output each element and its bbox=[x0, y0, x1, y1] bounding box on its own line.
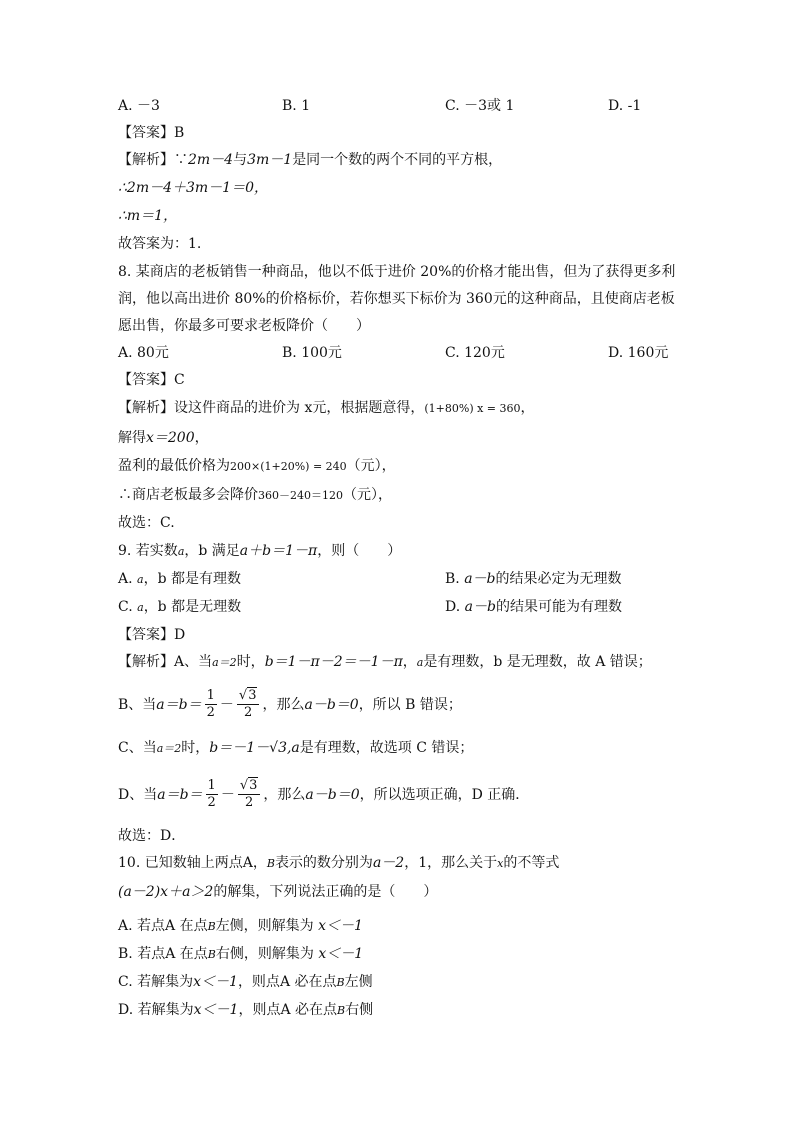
q8-analysis-line1-math: (1+80%) x = 360 bbox=[424, 402, 521, 415]
q8-analysis-line4 bbox=[118, 485, 392, 506]
option-text: 若点 bbox=[137, 946, 166, 962]
q9-analysis-c bbox=[118, 738, 473, 759]
q9-stem-math: a＋b＝1－π bbox=[239, 543, 318, 559]
q9-option-c-label: C. bbox=[118, 599, 133, 615]
radicand: 3 bbox=[249, 777, 258, 793]
fraction-numerator bbox=[238, 778, 261, 795]
fraction-numerator: 1 bbox=[207, 777, 216, 793]
q9-line-c-math2: b＝－1－√3,a bbox=[209, 740, 300, 756]
q9-line-b-text: ，那么 bbox=[262, 697, 305, 713]
q9-option-c-var: a bbox=[137, 601, 144, 614]
q9-stem-end: ，则（ ） bbox=[317, 543, 402, 559]
q9-option-a bbox=[118, 569, 241, 590]
option-text: 右侧，则解集为 bbox=[215, 946, 314, 962]
q10-stem-line1 bbox=[118, 853, 559, 874]
q9-answer: 【答案】D bbox=[118, 627, 186, 643]
option-label: D. bbox=[118, 1002, 134, 1018]
fraction-numerator: 1 bbox=[206, 687, 215, 703]
fraction-sqrt3-half bbox=[238, 778, 261, 811]
option-text: 右侧 bbox=[345, 1002, 374, 1018]
q10-stem-after: ，1，那么关于 bbox=[404, 855, 498, 871]
q9-line-d-text: ，那么 bbox=[263, 787, 306, 803]
fraction-denominator: 2 bbox=[244, 794, 254, 810]
option-label: A. bbox=[118, 918, 133, 934]
q7-analysis-prefix: 【解析】∵ bbox=[118, 152, 188, 168]
q7-analysis-suffix: 是同一个数的两个不同的平方根， bbox=[292, 152, 503, 168]
option-math: x＜－1 bbox=[318, 946, 364, 962]
option-text: ，则点 bbox=[237, 974, 280, 990]
q9-line-a-mid2: ， bbox=[402, 654, 417, 670]
sqrt-icon: √3 bbox=[239, 777, 258, 793]
q10-option-b bbox=[118, 944, 363, 965]
q10-stem-mid: 表示的数分别为 bbox=[274, 855, 373, 871]
q9-line-a-text: 是有理数，b 是无理数，故 A 错误； bbox=[423, 654, 652, 670]
option-text: 左侧 bbox=[344, 974, 373, 990]
q9-option-d-math: a－b bbox=[464, 599, 496, 615]
fraction-one-half bbox=[206, 778, 218, 811]
q8-analysis-line3-text: 盈利的最低价格为 bbox=[118, 458, 230, 474]
q9-option-d-text: 的结果可能为有理数 bbox=[495, 599, 622, 615]
radicand: 3 bbox=[248, 687, 257, 703]
q10-option-d bbox=[118, 1000, 373, 1021]
minus-sign: － bbox=[220, 787, 235, 803]
q7-step2: ∴m＝1， bbox=[118, 208, 178, 224]
q9-line-b-prefix: B、当 bbox=[118, 697, 157, 713]
q9-stem-a: a bbox=[177, 545, 185, 558]
q10-stem-end: 的不等式 bbox=[503, 855, 560, 871]
q10-point-a: A bbox=[242, 855, 253, 871]
q7-option-d: D. -1 bbox=[608, 98, 642, 114]
point-a-label: A bbox=[165, 946, 176, 962]
option-text: 若解集为 bbox=[137, 974, 194, 990]
q7-analysis bbox=[118, 150, 502, 170]
q9-line-a-prefix: 【解析】A、当 bbox=[118, 654, 213, 670]
q8-analysis-line1 bbox=[118, 398, 535, 419]
fraction-denominator: 2 bbox=[244, 704, 253, 720]
q9-line-d-math2: a－b＝0 bbox=[305, 787, 360, 803]
q9-line-c-mid1: 时， bbox=[181, 740, 210, 756]
q8-analysis-line4-text: ∴商店老板最多会降价 bbox=[118, 487, 258, 503]
option-text: 必在点 bbox=[295, 1002, 338, 1018]
q9-option-c-text: ，b 都是无理数 bbox=[143, 599, 242, 615]
q9-analysis-a bbox=[118, 652, 652, 673]
q7-expr2: 3m－1 bbox=[247, 152, 293, 168]
q10-sep: ， bbox=[252, 855, 267, 871]
q8-option-d: D. 160元 bbox=[608, 345, 669, 361]
q8-analysis-line3-end: （元）， bbox=[346, 458, 396, 474]
q8-analysis-line3-math: 200×(1+20%) = 240 bbox=[230, 460, 347, 473]
q9-line-a-var: a bbox=[416, 656, 424, 669]
q9-stem bbox=[118, 541, 401, 562]
q9-line-d-math: a＝b＝ bbox=[157, 787, 203, 803]
q7-mid1: 与 bbox=[233, 152, 248, 168]
option-math: x＜－1 bbox=[193, 1002, 239, 1018]
option-math: x＜－1 bbox=[318, 918, 363, 934]
minus-sign: － bbox=[219, 697, 234, 713]
q10-stem-math: a－2 bbox=[372, 855, 405, 871]
q9-option-b-text: 的结果必定为无理数 bbox=[495, 571, 622, 587]
fraction-denominator: 2 bbox=[206, 704, 215, 720]
option-text: 若点 bbox=[137, 918, 166, 934]
q8-option-a: A. 80元 bbox=[118, 345, 169, 361]
q7-answer: 【答案】B bbox=[118, 125, 185, 141]
q9-option-d-label: D. bbox=[445, 599, 461, 615]
option-math: x＜－1 bbox=[193, 974, 238, 990]
q9-analysis-d bbox=[118, 774, 529, 814]
q10-stem-line2 bbox=[118, 882, 437, 902]
q8-option-b: B. 100元 bbox=[282, 345, 342, 361]
q8-analysis-line2-math: x＝200 bbox=[146, 430, 195, 446]
q9-line-a-mid1: 时， bbox=[236, 654, 265, 670]
q9-line-c-prefix: C、当 bbox=[118, 740, 157, 756]
q7-expr1: 2m－4 bbox=[188, 152, 234, 168]
option-label: B. bbox=[118, 946, 133, 962]
q9-line-c-math1: a＝2 bbox=[156, 742, 182, 755]
sqrt-icon: √3 bbox=[238, 687, 257, 703]
q8-option-c: C. 120元 bbox=[445, 345, 505, 361]
q9-option-c bbox=[118, 597, 241, 618]
q8-answer: 【答案】C bbox=[118, 372, 185, 388]
q9-line-a-math2: b＝1－π－2＝－1－π bbox=[264, 654, 403, 670]
q9-line-b-math2: a－b＝0 bbox=[304, 697, 359, 713]
q9-option-b bbox=[445, 569, 622, 589]
q9-line-b-math: a＝b＝ bbox=[156, 697, 202, 713]
option-text: 若解集为 bbox=[137, 1002, 194, 1018]
fraction-numerator bbox=[237, 688, 260, 705]
fraction-denominator: 2 bbox=[207, 794, 216, 810]
q8-analysis-line2-end: ， bbox=[194, 430, 209, 446]
q9-conclusion: 故选：D． bbox=[118, 828, 186, 844]
option-text: 在点 bbox=[179, 918, 208, 934]
q8-analysis-line2 bbox=[118, 428, 209, 448]
q9-line-d-prefix: D、当 bbox=[118, 787, 158, 803]
option-text: 在点 bbox=[179, 946, 208, 962]
q10-stem-line2-text: 的解集，下列说法正确的是（ ） bbox=[213, 884, 438, 900]
q9-option-a-label: A. bbox=[118, 571, 133, 587]
q7-option-c: C. －3或 1 bbox=[445, 98, 515, 114]
q9-option-d bbox=[445, 597, 622, 617]
q9-analysis-b bbox=[118, 684, 462, 724]
fraction-one-half bbox=[205, 688, 217, 721]
point-a-label: A bbox=[280, 1002, 291, 1018]
q9-line-d-end: ，所以选项正确，D 正确． bbox=[359, 787, 530, 803]
q8-analysis-line1-text: 【解析】设这件商品的进价为 x元，根据题意得， bbox=[118, 400, 425, 416]
q8-analysis-line3 bbox=[118, 456, 396, 477]
q9-option-a-var: a bbox=[137, 573, 144, 586]
q8-conclusion: 故选：C. bbox=[118, 515, 175, 531]
q8-stem-line3: 愿出售，你最多可要求老板降价（ ） bbox=[118, 318, 370, 334]
q7-conclusion: 故答案为：1. bbox=[118, 236, 202, 252]
option-text: ，则点 bbox=[238, 1002, 281, 1018]
q7-step1: ∴2m－4＋3m－1＝0， bbox=[118, 180, 268, 196]
q10-inequality: (a－2)x＋a＞2 bbox=[118, 884, 214, 900]
option-text: 左侧，则解集为 bbox=[215, 918, 314, 934]
q9-option-b-label: B. bbox=[445, 571, 460, 587]
fraction-sqrt3-half bbox=[237, 688, 260, 721]
q10-stem-prefix: 10. 已知数轴上两点 bbox=[118, 855, 243, 871]
q8-stem-line1: 8. 某商店的老板销售一种商品，他以不低于进价 20%的价格才能出售，但为了获得更多利 bbox=[118, 264, 676, 280]
q10-var-x: x bbox=[497, 857, 504, 870]
option-label: C. bbox=[118, 974, 133, 990]
q10-point-b: B bbox=[266, 857, 275, 870]
q8-analysis-line2-text: 解得 bbox=[118, 430, 146, 446]
point-b-label: B bbox=[337, 1004, 346, 1017]
q9-line-a-math1: a＝2 bbox=[212, 656, 237, 669]
point-a-label: A bbox=[279, 974, 291, 990]
q7-option-b: B. 1 bbox=[282, 98, 311, 114]
point-b-label: B bbox=[207, 948, 216, 961]
q9-option-b-math: a－b bbox=[464, 571, 496, 587]
q9-line-b-end: ，所以 B 错误； bbox=[358, 697, 462, 713]
q10-option-a bbox=[118, 916, 363, 937]
option-text: 必在点 bbox=[294, 974, 337, 990]
q7-option-a: A. －3 bbox=[118, 98, 160, 114]
q9-stem-prefix: 9. 若实数 bbox=[118, 543, 178, 559]
q9-option-a-text: ，b 都是有理数 bbox=[143, 571, 241, 587]
q8-analysis-line4-math: 360－240＝120 bbox=[258, 489, 343, 502]
q10-option-c bbox=[118, 972, 373, 993]
q9-line-c-text: 是有理数，故选项 C 错误； bbox=[299, 740, 474, 756]
point-a-label: A bbox=[165, 918, 176, 934]
point-b-label: B bbox=[207, 920, 216, 933]
point-b-label: B bbox=[336, 976, 345, 989]
q8-stem-line2: 润，他以高出进价 80%的价格标价，若你想买下标价为 360元的这种商品，且使商店老板 bbox=[118, 291, 675, 307]
q8-analysis-line4-end: （元）， bbox=[343, 487, 392, 503]
q8-analysis-line1-end: ， bbox=[520, 400, 535, 416]
q9-stem-mid: ，b 满足 bbox=[184, 543, 240, 559]
